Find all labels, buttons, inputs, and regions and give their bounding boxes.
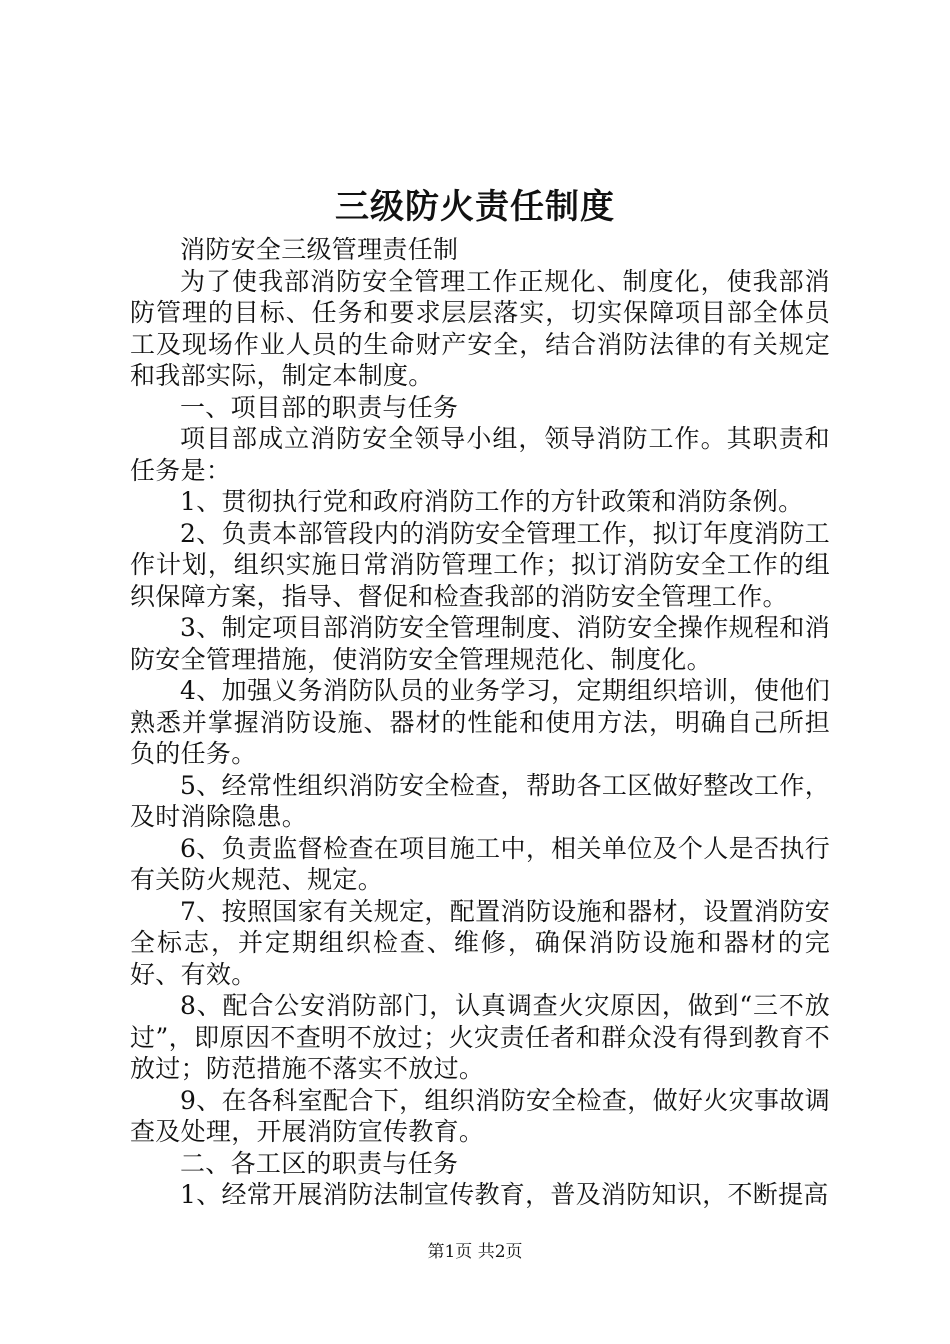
list-item: 3、制定项目部消防安全管理制度、消防安全操作规程和消防安全管理措施，使消防安全管理规范化、制度化。 <box>130 613 830 674</box>
list-item: 4、加强义务消防队员的业务学习，定期组织培训，使他们熟悉并掌握消防设施、器材的性能和使用方法，明确自己所担负的任务。 <box>130 676 830 768</box>
document-title: 三级防火责任制度 <box>335 187 615 227</box>
paragraph-subtitle: 消防安全三级管理责任制 <box>180 235 459 264</box>
list-item: 1、贯彻执行党和政府消防工作的方针政策和消防条例。 <box>180 487 804 516</box>
list-item: 9、在各科室配合下，组织消防安全检查，做好火灾事故调查及处理，开展消防宣传教育。 <box>130 1085 830 1146</box>
section-heading-2: 二、各工区的职责与任务 <box>180 1148 459 1178</box>
list-item: 7、按照国家有关规定，配置消防设施和器材，设置消防安全标志，并定期组织检查、维修，确保消防设施和器材的完好、有效。 <box>130 896 830 989</box>
section-heading-1: 一、项目部的职责与任务 <box>180 392 459 422</box>
list-item: 2、负责本部管段内的消防安全管理工作，拟订年度消防工作计划，组织实施日常消防管理工作；拟订消防安全工作的组织保障方案，指导、督促和检查我部的消防安全管理工作。 <box>130 518 830 611</box>
paragraph-intro: 为了使我部消防安全管理工作正规化、制度化，使我部消防管理的目标、任务和要求层层落实，切实保障项目部全体员工及现场作业人员的生命财产安全，结合消防法律的有关规定和我部实际，制定本制度。 <box>130 266 830 390</box>
list-item: 8、配合公安消防部门，认真调查火灾原因，做到“三不放过”，即原因不查明不放过；火灾责任者和群众没有得到教育不放过；防范措施不落实不放过。 <box>130 991 830 1083</box>
paragraph: 项目部成立消防安全领导小组，领导消防工作。其职责和任务是： <box>130 424 830 485</box>
document-body <box>130 234 830 1211</box>
list-item: 5、经常性组织消防安全检查，帮助各工区做好整改工作，及时消除隐患。 <box>130 770 830 831</box>
page-footer: 第1页 共2页 <box>427 1242 523 1262</box>
list-item: 1、经常开展消防法制宣传教育，普及消防知识，不断提高 <box>180 1180 829 1209</box>
list-item: 6、负责监督检查在项目施工中，相关单位及个人是否执行有关防火规范、规定。 <box>130 833 830 894</box>
